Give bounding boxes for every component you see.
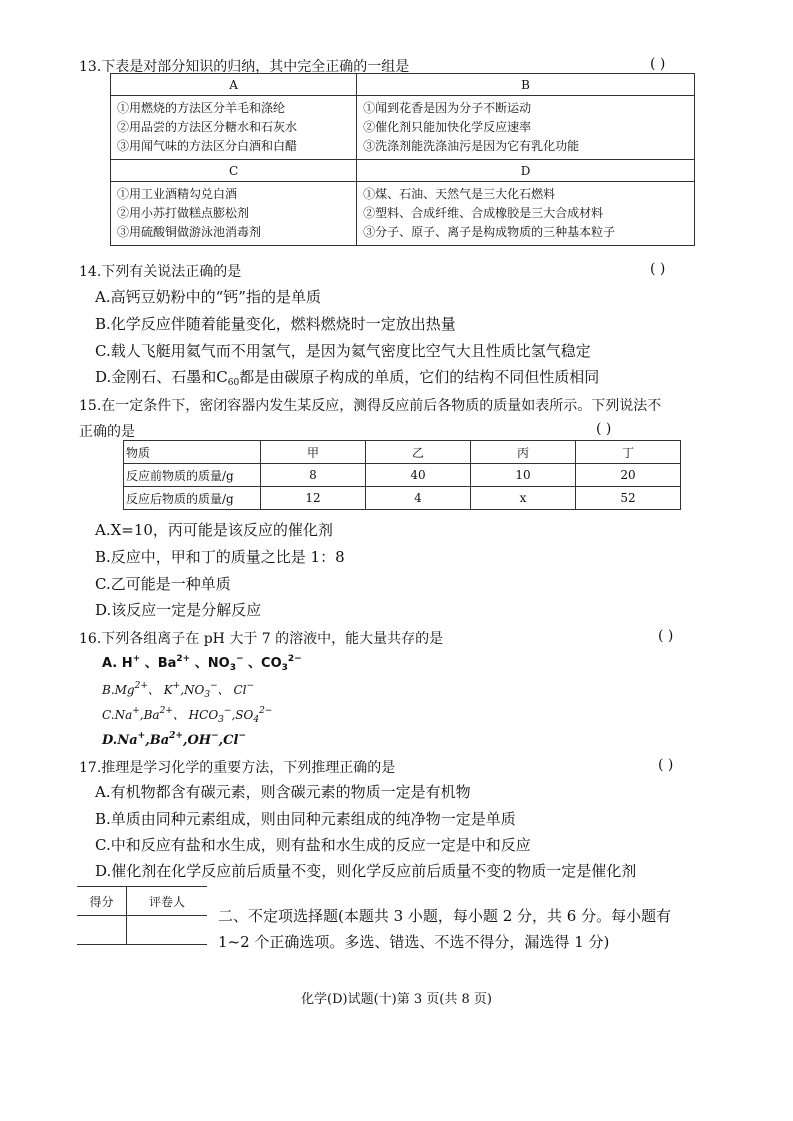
q14-option-a: A.高钙豆奶粉中的“钙”指的是单质 <box>95 288 321 306</box>
q15-table <box>123 440 681 510</box>
q13-c-3: ③用硫酸铜做游泳池消毒剂 <box>117 225 262 239</box>
q16-b-b3: 3 <box>204 690 211 700</box>
page-footer: 化学(D)试题(十)第 3 页(共 8 页) <box>301 992 492 1007</box>
q13-cell-c <box>111 182 357 246</box>
q16-d-s3: − <box>211 731 219 741</box>
q15-r2-1: 12 <box>261 487 366 510</box>
q13-c-1: ①用工业酒精勾兑白酒 <box>117 187 238 201</box>
q15-option-b: B.反应中，甲和丁的质量之比是 1：8 <box>95 548 345 566</box>
q15-r1-2: 40 <box>366 464 471 487</box>
q16-b-s2: + <box>172 681 181 691</box>
grader-field[interactable] <box>127 916 208 945</box>
q16-d-s2: 2+ <box>169 731 183 741</box>
score-box <box>77 886 207 945</box>
q16-a-s2: 2+ <box>176 654 191 664</box>
q15-h-1: 甲 <box>261 441 366 464</box>
q16-c-p1: C.Na <box>102 708 133 722</box>
q16-stem: 16.下列各组离子在 pH 大于 7 的溶液中，能大量共存的是 <box>79 631 444 647</box>
q14-option-d-pre: D.金刚石、石墨和C <box>95 368 228 386</box>
q16-c-p3: 、 HCO <box>172 708 219 722</box>
q15-row-before <box>124 464 681 487</box>
q15-stem-line2: 正确的是 <box>79 424 135 440</box>
q16-c-b3: 3 <box>218 715 224 725</box>
q15-h-3: 丙 <box>471 441 576 464</box>
q14-option-d-sub: 60 <box>227 378 240 388</box>
q16-option-d <box>102 731 246 748</box>
q15-r2-3: x <box>471 487 576 510</box>
q16-b-p4: 、 Cl <box>217 683 247 697</box>
q16-option-a <box>102 652 302 673</box>
q14-option-d <box>95 366 599 388</box>
q16-a-p4: 、CO <box>243 656 282 671</box>
q13-b-2: ②催化剂只能加快化学反应速率 <box>363 120 532 134</box>
q15-r1-1: 8 <box>261 464 366 487</box>
q16-c-s3: − <box>223 706 232 716</box>
score-field[interactable] <box>77 916 127 945</box>
q13-b-1: ①闻到花香是因为分子不断运动 <box>363 101 532 115</box>
q16-a-b3: 3 <box>229 663 236 673</box>
q14-stem: 14.下列有关说法正确的是 <box>79 264 242 280</box>
q13-c-2: ②用小苏打做糕点膨松剂 <box>117 206 250 220</box>
q13-head-a: A <box>111 74 357 96</box>
q13-cell-a <box>111 96 357 160</box>
q15-r2-2: 4 <box>366 487 471 510</box>
q15-r1-0: 反应前物质的质量/g <box>124 464 261 487</box>
section2-heading-line1: 二、不定项选择题(本题共 3 小题，每小题 2 分，共 6 分。每小题有 <box>218 907 672 925</box>
section2-heading-line2: 1~2 个正确选项。多选、错选、不选不得分，漏选得 1 分) <box>218 933 610 951</box>
q16-d-p2: ,Ba <box>145 733 170 748</box>
q15-r1-4: 20 <box>576 464 681 487</box>
q13-d-3: ③分子、原子、离子是构成物质的三种基本粒子 <box>363 225 616 239</box>
q16-a-b4: 3 <box>281 663 288 673</box>
q15-option-c: C.乙可能是一种单质 <box>95 575 231 593</box>
q15-r2-4: 52 <box>576 487 681 510</box>
q16-d-p1: D.Na <box>102 733 138 748</box>
q15-stem-line1: 15.在一定条件下，密闭容器内发生某反应，测得反应前后各物质的质量如表所示。下列说法不 <box>79 398 662 414</box>
q17-stem: 17.推理是学习化学的重要方法，下列推理正确的是 <box>79 760 396 776</box>
q16-c-s1: + <box>132 706 140 716</box>
q16-c-p2: ,Ba <box>139 708 160 722</box>
q13-head-c: C <box>111 160 357 182</box>
q13-d-2: ②塑料、合成纤维、合成橡胶是三大合成材料 <box>363 206 604 220</box>
q14-answer-paren: ( ) <box>650 261 666 277</box>
q16-b-p3: ,NO <box>180 683 205 697</box>
q16-d-s4: − <box>238 731 246 741</box>
q15-h-2: 乙 <box>366 441 471 464</box>
grader-label: 评卷人 <box>127 887 208 916</box>
q13-stem: 13.下表是对部分知识的归纳，其中完全正确的一组是 <box>79 59 410 75</box>
q13-answer-paren: ( ) <box>650 56 666 72</box>
q14-option-c: C.载人飞艇用氦气而不用氢气，是因为氦气密度比空气大且性质比氢气稳定 <box>95 342 591 360</box>
q16-a-p1: A. H <box>102 656 133 671</box>
q16-b-s4: − <box>246 681 255 691</box>
q16-c-s2: 2+ <box>159 706 173 716</box>
q17-option-d: D.催化剂在化学反应前后质量不变，则化学反应前后质量不变的物质一定是催化剂 <box>95 862 637 880</box>
q16-option-b <box>102 681 254 700</box>
q16-c-p4: ,SO <box>231 708 254 722</box>
q13-a-1: ①用燃烧的方法区分羊毛和涤纶 <box>117 101 286 115</box>
q16-a-s3: − <box>235 654 244 664</box>
q13-head-d: D <box>357 160 695 182</box>
q16-c-s4: 2− <box>259 706 273 716</box>
q16-b-s1: 2+ <box>134 681 148 691</box>
q13-cell-b <box>357 96 695 160</box>
q16-b-s3: − <box>210 681 218 691</box>
q16-answer-paren: ( ) <box>658 628 674 644</box>
score-label: 得分 <box>77 887 127 916</box>
q15-option-d: D.该反应一定是分解反应 <box>95 601 262 619</box>
q16-option-c <box>102 706 272 725</box>
q16-d-p4: ,Cl <box>218 733 239 748</box>
q13-cell-d <box>357 182 695 246</box>
q15-option-a: A.X=10，丙可能是该反应的催化剂 <box>95 521 333 539</box>
q16-d-p3: ,OH <box>182 733 212 748</box>
q13-a-3: ③用闻气味的方法区分白酒和白醋 <box>117 139 298 153</box>
q15-h-0: 物质 <box>124 441 261 464</box>
q15-r2-0: 反应后物质的质量/g <box>124 487 261 510</box>
q17-option-a: A.有机物都含有碳元素，则含碳元素的物质一定是有机物 <box>95 783 471 801</box>
q16-c-b4: 4 <box>253 715 260 725</box>
q16-b-p2: 、 K <box>147 683 173 697</box>
q17-answer-paren: ( ) <box>658 757 674 773</box>
q15-row-after <box>124 487 681 510</box>
q16-b-p1: B.Mg <box>102 683 135 697</box>
q15-r1-3: 10 <box>471 464 576 487</box>
q16-a-p3: 、NO <box>190 656 230 671</box>
q13-head-b: B <box>357 74 695 96</box>
q17-option-c: C.中和反应有盐和水生成，则有盐和水生成的反应一定是中和反应 <box>95 836 531 854</box>
q14-option-b: B.化学反应伴随着能量变化，燃料燃烧时一定放出热量 <box>95 315 456 333</box>
q15-header-row <box>124 441 681 464</box>
q17-option-b: B.单质由同种元素组成，则由同种元素组成的纯净物一定是单质 <box>95 810 516 828</box>
q13-b-3: ③洗涤剂能洗涤油污是因为它有乳化功能 <box>363 139 580 153</box>
q14-option-d-post: 都是由碳原子构成的单质，它们的结构不同但性质相同 <box>239 368 600 386</box>
q16-d-s1: + <box>137 731 146 741</box>
q15-h-4: 丁 <box>576 441 681 464</box>
q16-a-s1: + <box>132 654 141 664</box>
q13-a-2: ②用品尝的方法区分糖水和石灰水 <box>117 120 298 134</box>
q16-a-s4: 2− <box>287 654 302 664</box>
q16-a-p2: 、Ba <box>140 656 177 671</box>
q15-answer-paren: ( ) <box>596 421 612 437</box>
q13-d-1: ①煤、石油、天然气是三大化石燃料 <box>363 187 556 201</box>
q13-table <box>110 73 695 246</box>
